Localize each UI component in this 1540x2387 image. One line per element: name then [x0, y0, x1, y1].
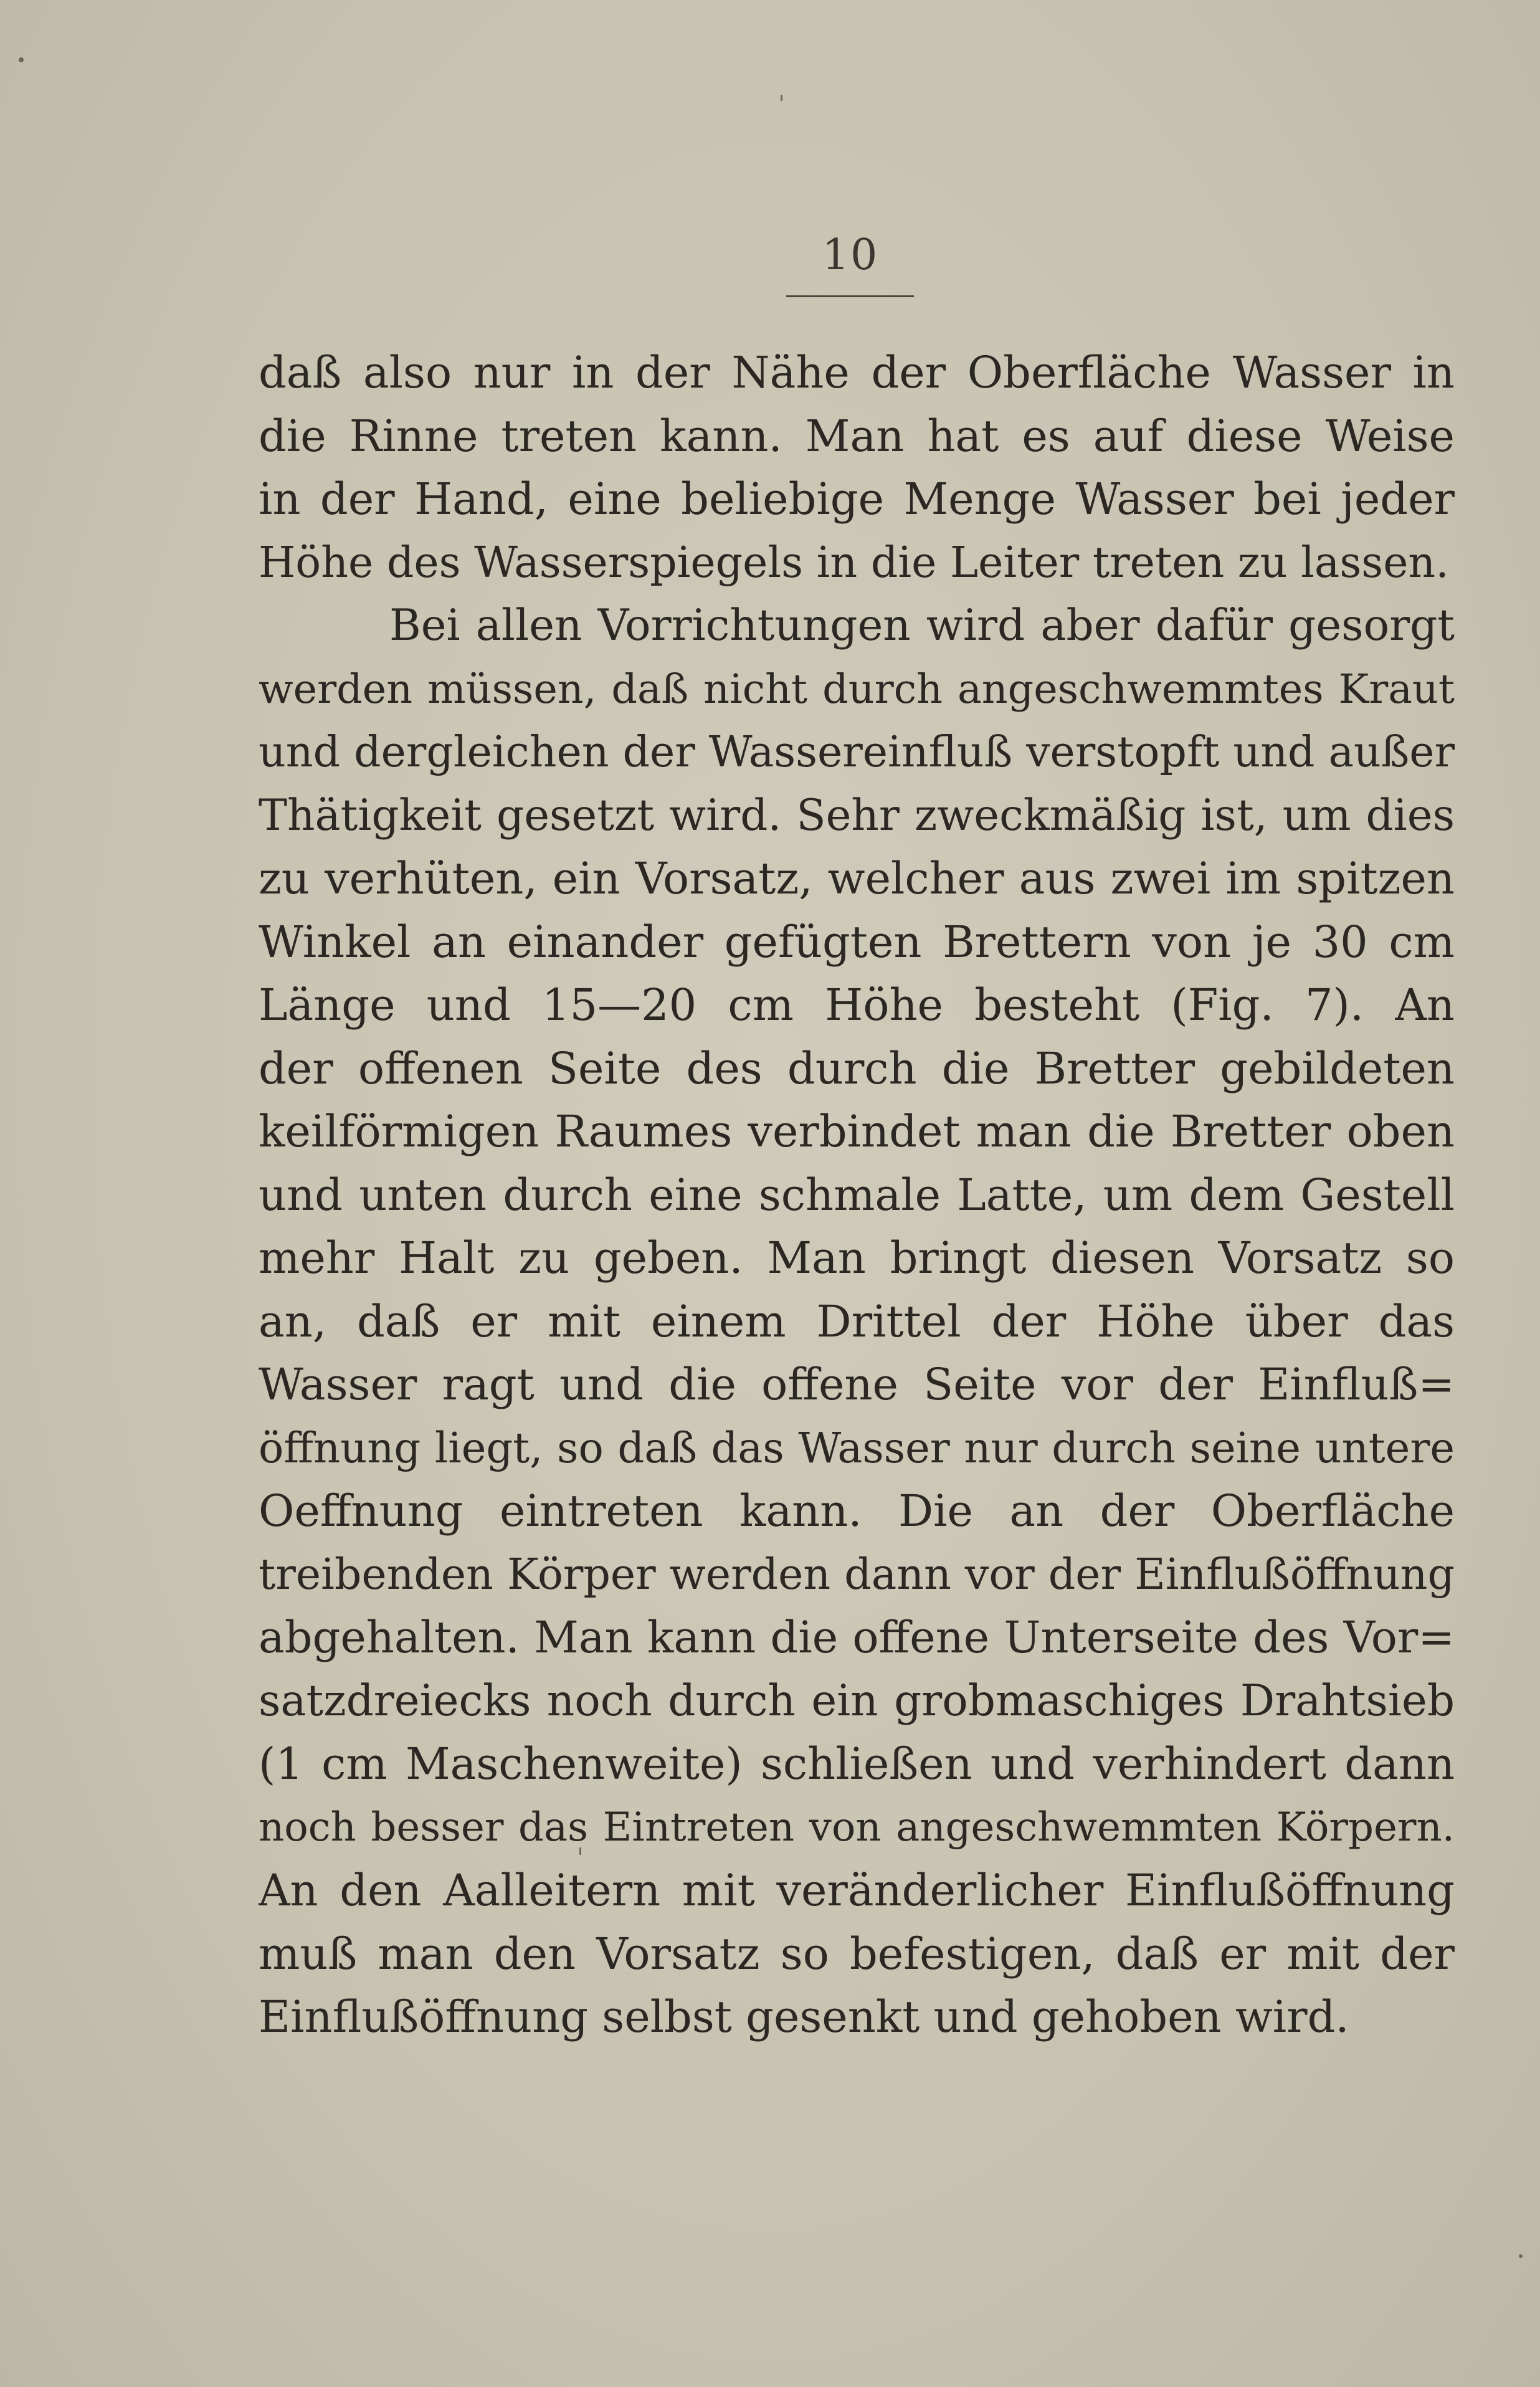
text-line: An den Aalleitern mit veränderlicher Einflußöffnung [259, 1865, 1455, 1916]
text-line: zu verhüten, ein Vorsatz, welcher aus zwei im spitzen [259, 853, 1455, 904]
text-line: abgehalten. Man kann die offene Unterseite des Vor= [259, 1612, 1455, 1663]
text-line: Thätigkeit gesetzt wird. Sehr zweckmäßig ist, um dies [259, 790, 1455, 841]
page-number: 10 [822, 231, 879, 280]
text-line: Wasser ragt und die offene Seite vor der Einfluß= [259, 1359, 1455, 1410]
text-line: öffnung liegt, so daß das Wasser nur durch seine untere [259, 1423, 1455, 1472]
text-line: und unten durch eine schmale Latte, um dem Gestell [259, 1169, 1455, 1221]
text-line: Bei allen Vorrichtungen wird aber dafür gesorgt [389, 601, 1455, 650]
body-text [259, 341, 1455, 2049]
text-line: noch besser das Eintreten von angeschwemmten Körpern. [259, 1804, 1455, 1851]
text-line: keilförmigen Raumes verbindet man die Bretter oben [259, 1106, 1455, 1157]
text-line: mehr Halt zu geben. Man bringt diesen Vorsatz so [259, 1232, 1455, 1284]
text-line: werden müssen, daß nicht durch angeschwemmtes Kraut [259, 665, 1455, 713]
paper-speck [1519, 2254, 1523, 2258]
text-line: (1 cm Maschenweite) schließen und verhindert dann [259, 1738, 1455, 1789]
text-line: muß man den Vorsatz so befestigen, daß er mit der [259, 1928, 1455, 1980]
text-line: die Rinne treten kann. Man hat es auf diese Weise [259, 410, 1455, 462]
text-line: treibenden Körper werden dann vor der Einflußöffnung [259, 1550, 1455, 1599]
text-line: Winkel an einander gefügten Brettern von je 30 cm [259, 916, 1455, 968]
text-line: satzdreiecks noch durch ein grobmaschiges Drahtsieb [259, 1675, 1455, 1726]
paper-speck [781, 95, 782, 101]
text-line: Länge und 15—20 cm Höhe besteht (Fig. 7). An [259, 979, 1455, 1031]
text-line: Einflußöffnung selbst gesenkt und gehoben wird. [259, 1991, 1349, 2042]
text-line: und dergleichen der Wassereinfluß verstopft und außer [259, 728, 1455, 777]
text-line: an, daß er mit einem Drittel der Höhe über das [259, 1295, 1455, 1347]
page-number-rule [786, 295, 914, 297]
text-line: der offenen Seite des durch die Bretter gebildeten [259, 1042, 1455, 1094]
text-line: daß also nur in der Nähe der Oberfläche Wasser in [259, 347, 1455, 398]
text-line: in der Hand, eine beliebige Menge Wasser bei jeder [259, 474, 1455, 525]
text-line: Oeffnung eintreten kann. Die an der Oberfläche [259, 1485, 1455, 1537]
paper-speck [19, 57, 24, 62]
text-line: Höhe des Wasserspiegels in die Leiter treten zu lassen. [259, 538, 1449, 588]
